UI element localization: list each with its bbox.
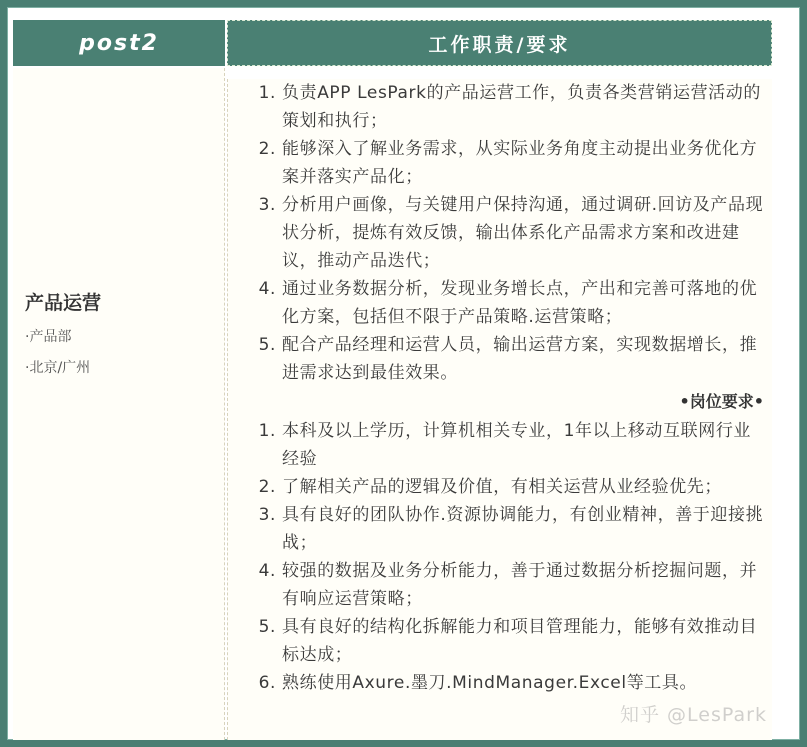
list-item: 3. 具有良好的团队协作.资源协调能力，有创业精神，善于迎接挑战； xyxy=(282,501,765,557)
role-cell xyxy=(13,68,225,740)
list-item: 5. 配合产品经理和运营人员，输出运营方案，实现数据增长，推进需求达到最佳效果。 xyxy=(282,331,765,387)
list-item: 1. 负责APP LesPark的产品运营工作，负责各类营销运营活动的策划和执行； xyxy=(282,79,765,135)
duties-header xyxy=(227,20,772,66)
requirements-list xyxy=(228,417,765,697)
role-department: ·产品部 xyxy=(25,329,72,345)
watermark: 知乎 @LesPark xyxy=(620,704,767,726)
list-item: 2. 了解相关产品的逻辑及价值，有相关运营从业经验优先； xyxy=(282,473,765,501)
post-header xyxy=(13,20,225,66)
list-item: 5. 具有良好的结构化拆解能力和项目管理能力，能够有效推动目标达成； xyxy=(282,613,765,669)
list-item: 4. 较强的数据及业务分析能力，善于通过数据分析挖掘问题，并有响应运营策略； xyxy=(282,557,765,613)
post-label: post2 xyxy=(79,30,159,56)
role-info xyxy=(25,288,101,384)
requirements-title: •岗位要求• xyxy=(679,392,764,411)
role-location: ·北京/广州 xyxy=(25,360,91,376)
list-item: 6. 熟练使用Axure.墨刀.MindManager.Excel等工具。 xyxy=(282,669,765,697)
role-title: 产品运营 xyxy=(25,292,102,314)
list-item: 4. 通过业务数据分析，发现业务增长点，产出和完善可落地的优化方案，包括但不限于产品策略.运营策略； xyxy=(282,275,765,331)
duties-header-label: 工作职责/要求 xyxy=(428,33,571,56)
list-item: 1. 本科及以上学历，计算机相关专业，1年以上移动互联网行业经验 xyxy=(282,417,765,473)
responsibilities-list xyxy=(228,79,765,387)
duties-cell xyxy=(227,79,772,740)
list-item: 3. 分析用户画像，与关键用户保持沟通，通过调研.回访及产品现状分析，提炼有效反馈，输出体系化产品需求方案和改进建议，推动产品迭代； xyxy=(282,191,765,275)
list-item: 2. 能够深入了解业务需求，从实际业务角度主动提出业务优化方案并落实产品化； xyxy=(282,135,765,191)
